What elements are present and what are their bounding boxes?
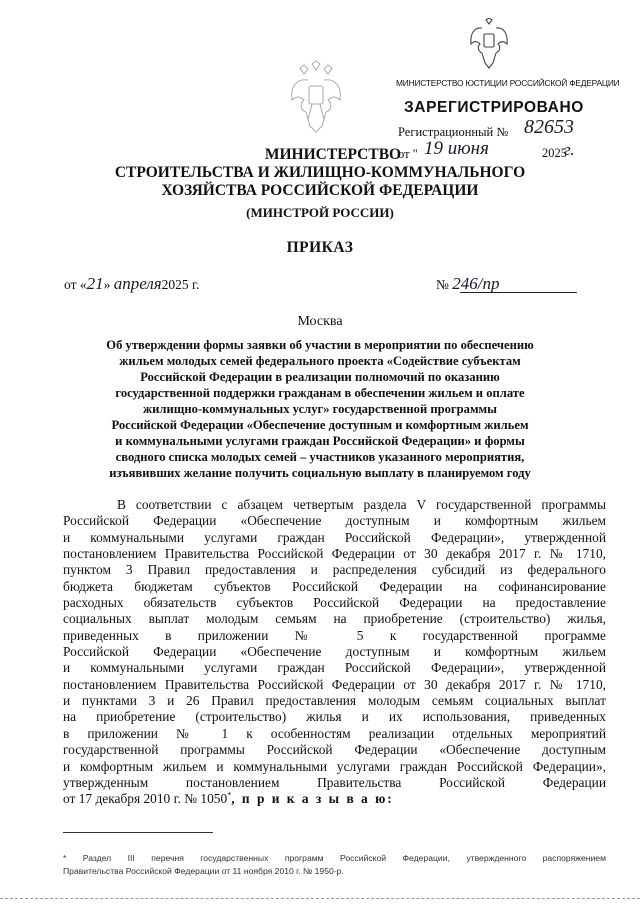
order-number	[436, 274, 500, 294]
body-line: расходных обязательств субъектов Российской Федерации на предоставление	[63, 595, 606, 611]
body-line: на приобретение (строительство) жилья и их использования, приведенных	[63, 709, 606, 725]
document-type: ПРИКАЗ	[286, 239, 354, 256]
body-line: В соответствии с абзацем четвертым раздела V государственной программы	[117, 497, 606, 512]
body-line: и коммунальными услугами граждан Российской Федерации», утвержденной	[63, 529, 606, 545]
ministry-line-1: МИНИСТЕРСТВО	[264, 146, 402, 163]
number-label: №	[436, 277, 449, 292]
number-underline	[460, 292, 577, 293]
footnote-separator	[63, 832, 213, 833]
date-month: апреля	[113, 274, 162, 293]
title-line: Российской Федерации «Обеспечение доступным и комфортным жильем	[111, 418, 529, 432]
title-line: государственной поддержки гражданам в обеспечении жильем и оплате	[115, 386, 525, 400]
title-line: изъявивших желание получить социальную выплату в планируемом году	[109, 466, 531, 480]
date-day: 21	[86, 274, 104, 293]
scan-edge	[0, 898, 640, 899]
city: Москва	[297, 314, 343, 329]
body-line: Российской Федерации «Обеспечение доступным и комфортным жильем	[63, 513, 606, 529]
title-line: жилищно-коммунальных услуг» государственной программы	[143, 402, 497, 416]
stamp-eagle-icon	[468, 18, 510, 70]
number-value: 246/пр	[452, 274, 500, 293]
body-line: и комфортным жильем и коммунальными услугами граждан Российской Федерации»,	[63, 758, 606, 774]
stamp-date-value: 19 июня	[424, 138, 489, 159]
stamp-registered: ЗАРЕГИСТРИРОВАНО	[404, 99, 584, 116]
body-line: Российской Федерации «Обеспечение доступным и комфортным жильем	[63, 644, 606, 660]
ministry-short-name: (МИНСТРОЙ РОССИИ)	[246, 205, 394, 220]
body-line: утвержденным постановлением Правительства Российской Федерации	[63, 774, 606, 790]
order-body	[63, 497, 606, 808]
body-line: постановлением Правительства Российской Федерации от 30 декабря 2017 г. № 1710,	[63, 676, 606, 692]
ministry-line-2: СТРОИТЕЛЬСТВА И ЖИЛИЩНО-КОММУНАЛЬНОГО	[114, 164, 526, 181]
footnote	[63, 852, 606, 877]
body-line: и коммунальными услугами граждан Российской Федерации», утвержденной	[63, 660, 606, 676]
order-date	[64, 274, 199, 294]
body-line-final	[63, 791, 606, 807]
date-prefix: от «	[64, 277, 87, 292]
footnote-line: Правительства Российской Федерации от 11 ноября 2010 г. № 1950-р.	[63, 865, 344, 876]
title-line: и коммунальными услугами граждан Российской Федерации» и формы	[115, 434, 525, 448]
stamp-organization: МИНИСТЕРСТВО ЮСТИЦИИ РОССИЙСКОЙ ФЕДЕРАЦИИ	[396, 78, 620, 88]
title-line: Об утверждении формы заявки об участии в мероприятии по обеспечению	[106, 338, 534, 352]
body-line: приведенных в приложении № 5 к государственной программе	[63, 627, 606, 643]
body-line: в приложении № 1 к особенностям реализации отдельных мероприятий	[63, 725, 606, 741]
title-line: жильем молодых семей федерального проекта «Содействие субъектам	[119, 354, 521, 368]
body-line: пунктом 3 Правил предоставления и распределения субсидий из федерального	[63, 562, 606, 578]
stamp-date-label: от "	[398, 147, 418, 161]
stamp-year-suffix: г.	[564, 140, 575, 159]
body-line: государственной программы Российской Федерации «Обеспечение доступным	[63, 742, 606, 758]
stamp-reg-number: 82653	[524, 116, 574, 138]
order-title	[0, 337, 640, 481]
stamp-year: 2025	[542, 146, 567, 160]
order-directive: , п р и к а з ы в а ю:	[231, 791, 394, 807]
body-line: бюджета бюджетам субъектов Российской Федерации на софинансирование	[63, 578, 606, 594]
title-line: Российской Федерации в реализации полномочий по оказанию	[140, 370, 500, 384]
body-line: и пунктами 3 и 26 Правил предоставления молодым семьям социальных выплат	[63, 693, 606, 709]
title-line: сводного списка молодых семей – участников указанного мероприятия,	[115, 450, 525, 464]
body-final-text: от 17 декабря 2010 г. № 1050	[63, 791, 228, 807]
stamp-reg-number-label: Регистрационный №	[398, 125, 509, 139]
body-line: постановлением Правительства Российской Федерации от 30 декабря 2017 г. № 1710,	[63, 546, 606, 562]
registration-stamp	[390, 14, 620, 164]
date-year: 2025 г.	[161, 277, 200, 292]
footnote-line: * Раздел III перечня государственных программ Российской Федерации, утвержденного распоряжением	[63, 853, 606, 863]
coat-of-arms-emblem	[286, 60, 346, 136]
ministry-line-3: ХОЗЯЙСТВА РОССИЙСКОЙ ФЕДЕРАЦИИ	[161, 182, 479, 199]
ministry-header	[0, 146, 640, 200]
body-line: социальных выплат молодым семьям на приобретение (строительство) жилья,	[63, 611, 606, 627]
date-mid: »	[103, 277, 111, 292]
footnote-mark: *	[227, 790, 232, 800]
